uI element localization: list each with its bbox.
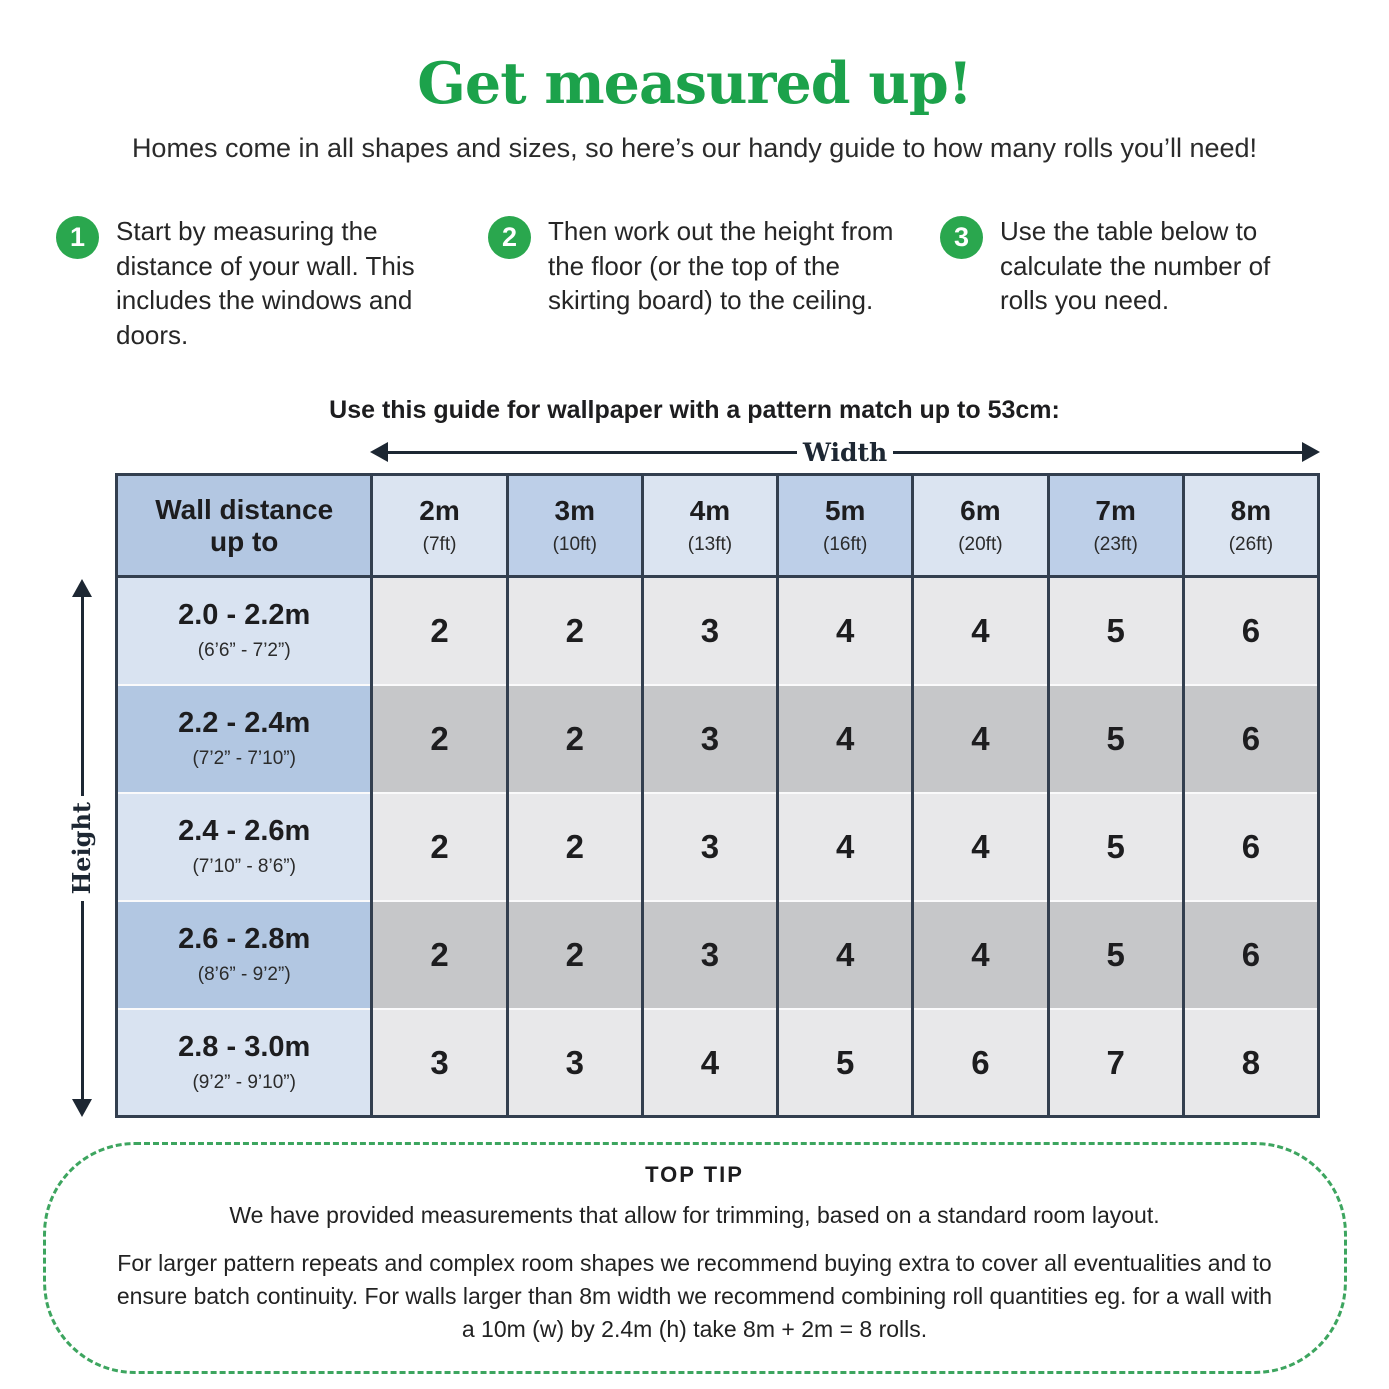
top-tip-heading: TOP TIP	[645, 1162, 744, 1188]
rolls-table	[115, 473, 1320, 1118]
column-header-metres: 2m	[419, 495, 460, 527]
roll-count-cell: 3	[642, 793, 777, 901]
column-header-feet: (26ft)	[1228, 534, 1274, 556]
top-tip-line1: We have provided measurements that allow for trimming, based on a standard room layout.	[229, 1202, 1160, 1229]
roll-count-cell: 4	[778, 577, 913, 685]
row-header	[117, 793, 372, 901]
row-header-feet: (9’2” - 9’10”)	[192, 1071, 296, 1093]
table-row	[117, 577, 1319, 685]
row-header-metres: 2.6 - 2.8m	[178, 922, 311, 955]
step-2-text: Then work out the height from the floor (or the top of the skirting board) to the ceiling.	[548, 216, 894, 316]
column-header-7m	[1048, 475, 1183, 577]
roll-count-cell: 4	[913, 685, 1048, 793]
roll-count-cell: 2	[507, 793, 642, 901]
roll-count-cell: 3	[642, 577, 777, 685]
row-header-metres: 2.8 - 3.0m	[178, 1030, 311, 1063]
width-label: Width	[802, 437, 888, 467]
roll-count-cell: 8	[1183, 1009, 1318, 1117]
table-zone	[67, 437, 1320, 1118]
header-row	[117, 475, 1319, 577]
page-title: Get measured up!	[417, 50, 972, 117]
width-arrow-line	[388, 451, 797, 454]
roll-count-cell: 4	[778, 685, 913, 793]
roll-count-cell: 4	[642, 1009, 777, 1117]
column-header-metres: 7m	[1095, 495, 1136, 527]
roll-count-cell: 4	[778, 793, 913, 901]
step-1-text: Start by measuring the distance of your wall. This includes the windows and doors.	[116, 216, 415, 350]
row-header-feet: (6’6” - 7’2”)	[197, 640, 291, 661]
roll-count-cell: 2	[507, 901, 642, 1009]
column-header-2m	[372, 475, 507, 577]
row-header	[117, 1009, 372, 1117]
row-header-metres: 2.2 - 2.4m	[178, 706, 311, 739]
table-row	[117, 1009, 1319, 1117]
roll-count-cell: 5	[778, 1009, 913, 1117]
row-header-feet: (7’10” - 8’6”)	[192, 855, 296, 877]
table-row	[117, 901, 1319, 1009]
arrowhead-right-icon	[1302, 442, 1320, 462]
column-header-metres: 8m	[1230, 495, 1272, 527]
column-header-metres: 5m	[824, 495, 866, 527]
roll-count-cell: 6	[1183, 901, 1318, 1009]
guide-heading: Use this guide for wallpaper with a pattern match up to 53cm:	[329, 396, 1060, 425]
column-header-feet: (13ft)	[687, 534, 733, 556]
column-header-6m	[913, 475, 1048, 577]
column-header-feet: (20ft)	[958, 534, 1003, 556]
roll-count-cell: 3	[642, 901, 777, 1009]
height-arrow	[63, 579, 101, 1117]
arrowhead-up-icon	[72, 579, 92, 597]
roll-count-cell: 3	[507, 1009, 642, 1117]
column-header-5m	[778, 475, 913, 577]
roll-count-cell: 4	[913, 793, 1048, 901]
roll-count-cell: 5	[1048, 577, 1183, 685]
row-header-feet: (7’2” - 7’10”)	[192, 747, 296, 769]
column-header-4m	[642, 475, 777, 577]
roll-count-cell: 6	[1183, 793, 1318, 901]
corner-header-line2: up to	[210, 525, 279, 557]
roll-count-cell: 5	[1048, 685, 1183, 793]
roll-count-cell: 2	[372, 577, 507, 685]
row-header	[117, 577, 372, 685]
column-header-feet: (23ft)	[1093, 534, 1138, 556]
roll-count-cell: 4	[778, 901, 913, 1009]
roll-count-cell: 4	[913, 577, 1048, 685]
roll-count-cell: 2	[372, 793, 507, 901]
roll-count-cell: 7	[1048, 1009, 1183, 1117]
row-header	[117, 901, 372, 1009]
roll-count-cell: 2	[372, 685, 507, 793]
roll-count-cell: 6	[913, 1009, 1048, 1117]
row-header-feet: (8’6” - 9’2”)	[197, 963, 291, 985]
step-2	[488, 214, 896, 352]
top-tip-line2: For larger pattern repeats and complex room shapes we recommend buying extra to cover all eventualities and to ensure batch continuity. For walls larger than 8m width we recommend combining roll quantities eg. for a wall with a 10m (w) by 2.4m (h) take 8m + 2m = 8 rolls.	[116, 1249, 1273, 1343]
corner-header-line1: Wall distance	[155, 493, 334, 525]
roll-count-cell: 2	[372, 901, 507, 1009]
roll-count-cell: 2	[507, 685, 642, 793]
roll-count-cell: 3	[642, 685, 777, 793]
roll-count-cell: 5	[1048, 793, 1183, 901]
table-row	[117, 685, 1319, 793]
height-arrow-line	[81, 597, 84, 796]
steps-row	[56, 214, 1353, 352]
step-3-number-badge: 3	[940, 216, 983, 259]
top-tip-box	[43, 1142, 1347, 1373]
column-header-feet: (10ft)	[552, 534, 597, 556]
roll-count-cell: 4	[913, 901, 1048, 1009]
row-header	[117, 685, 372, 793]
arrowhead-down-icon	[72, 1099, 92, 1117]
step-1-number-badge: 1	[56, 216, 99, 259]
width-arrow-line	[893, 451, 1302, 454]
height-label: Height	[67, 802, 96, 895]
row-header-metres: 2.4 - 2.6m	[178, 814, 311, 847]
roll-count-cell: 5	[1048, 901, 1183, 1009]
column-header-metres: 6m	[960, 495, 1001, 527]
column-header-metres: 3m	[554, 495, 595, 527]
column-header-feet: (16ft)	[823, 534, 868, 556]
corner-header	[117, 475, 372, 577]
height-arrow-line	[81, 901, 84, 1100]
roll-count-cell: 6	[1183, 577, 1318, 685]
roll-count-cell: 6	[1183, 685, 1318, 793]
step-1	[56, 214, 444, 352]
row-header-metres: 2.0 - 2.2m	[178, 599, 311, 632]
column-header-metres: 4m	[689, 495, 731, 527]
column-header-feet: (7ft)	[422, 534, 457, 556]
page-subtitle: Homes come in all shapes and sizes, so here’s our handy guide to how many rolls you’ll need!	[131, 133, 1258, 163]
roll-count-cell: 3	[372, 1009, 507, 1117]
width-arrow	[370, 439, 1320, 465]
roll-count-cell: 2	[507, 577, 642, 685]
step-3-text: Use the table below to calculate the number of rolls you need.	[1000, 216, 1271, 316]
column-header-8m	[1183, 475, 1318, 577]
column-header-3m	[507, 475, 642, 577]
step-2-number-badge: 2	[488, 216, 531, 259]
step-3	[940, 214, 1308, 352]
table-row	[117, 793, 1319, 901]
arrowhead-left-icon	[370, 442, 388, 462]
